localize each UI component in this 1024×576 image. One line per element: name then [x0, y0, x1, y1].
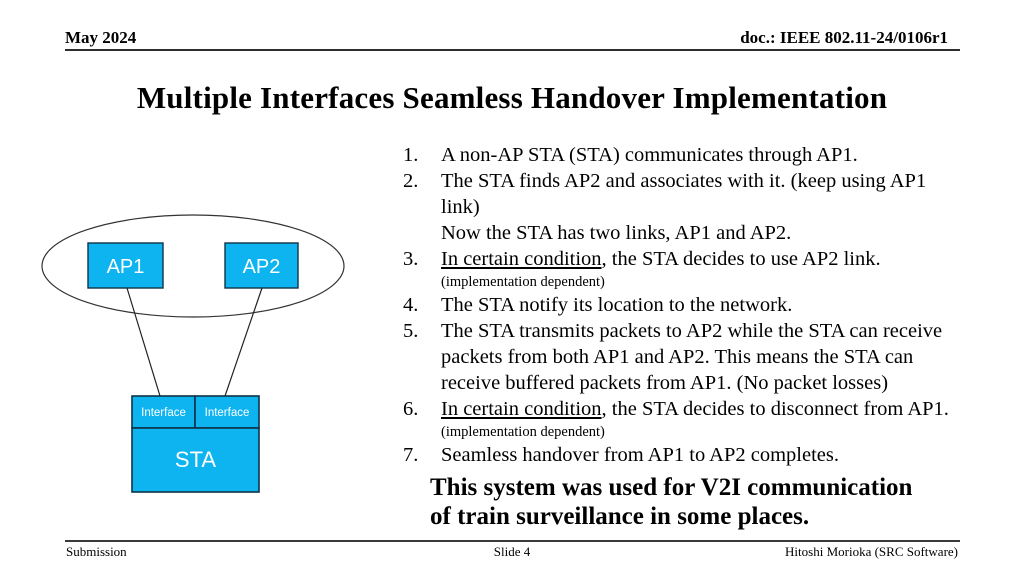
link-line-ap2-sta — [225, 288, 262, 396]
list-item-text: Seamless handover from AP1 to AP2 completes. — [441, 444, 839, 466]
summary-line-1: This system was used for V2I communication — [430, 474, 913, 501]
list-item-text: The STA finds AP2 and associates with it. (keep using AP1 link) — [441, 170, 927, 218]
list-item-body — [441, 142, 969, 168]
network-diagram — [0, 200, 380, 510]
sta-label: STA — [174, 447, 217, 472]
list-item-body — [441, 442, 969, 468]
list-item — [403, 292, 969, 318]
list-item-number: 7. — [403, 444, 419, 466]
list-item-number: 1. — [403, 144, 419, 166]
list-item — [403, 142, 969, 168]
header-date: May 2024 — [65, 28, 137, 47]
list-item — [403, 396, 969, 442]
list-item-number: 3. — [403, 248, 419, 270]
list-item-number: 5. — [403, 320, 419, 342]
list-item-note: (implementation dependent) — [441, 424, 605, 440]
list-item-body — [441, 168, 969, 246]
list-item-note: (implementation dependent) — [441, 274, 605, 290]
list-item-text: The STA transmits packets to AP2 while the STA can receive packets from both AP1 and AP2. This means the STA can receive buffered packets from AP1. (No packet losses) — [441, 320, 943, 394]
list-item — [403, 246, 969, 292]
list-item-body — [441, 246, 969, 292]
slide-title: Multiple Interfaces Seamless Handover Implementation — [136, 80, 888, 115]
step-list — [403, 142, 969, 468]
list-item-number: 6. — [403, 398, 419, 420]
summary-text — [430, 473, 912, 531]
interface-left-label: Interface — [141, 407, 186, 419]
list-item-continuation: Now the STA has two links, AP1 and AP2. — [441, 222, 792, 244]
list-item-text: In certain condition, the STA decides to disconnect from AP1. — [441, 398, 949, 420]
list-item-text: In certain condition, the STA decides to use AP2 link. — [441, 248, 881, 270]
list-item-body — [441, 292, 969, 318]
summary-line-2: of train surveillance in some places. — [430, 503, 810, 530]
list-item-text: The STA notify its location to the network. — [441, 294, 793, 316]
list-item-body — [441, 318, 969, 396]
ap1-label: AP1 — [106, 256, 145, 278]
interface-right-label: Interface — [204, 407, 250, 419]
header-doc-number: doc.: IEEE 802.11-24/0106r1 — [740, 28, 948, 47]
list-item — [403, 168, 969, 246]
footer-submission: Submission — [66, 544, 127, 559]
footer-author: Hitoshi Morioka (SRC Software) — [785, 544, 958, 559]
footer-slide-number: Slide 4 — [493, 544, 531, 559]
list-item-text: A non-AP STA (STA) communicates through AP1. — [441, 144, 858, 166]
ap2-label: AP2 — [242, 256, 281, 278]
list-item-number: 4. — [403, 294, 419, 316]
header-rule — [65, 49, 960, 51]
list-item — [403, 442, 969, 468]
list-item-number: 2. — [403, 170, 419, 192]
list-item — [403, 318, 969, 396]
footer-rule — [65, 540, 960, 542]
list-item-body — [441, 396, 969, 442]
link-line-ap1-sta — [127, 288, 160, 396]
